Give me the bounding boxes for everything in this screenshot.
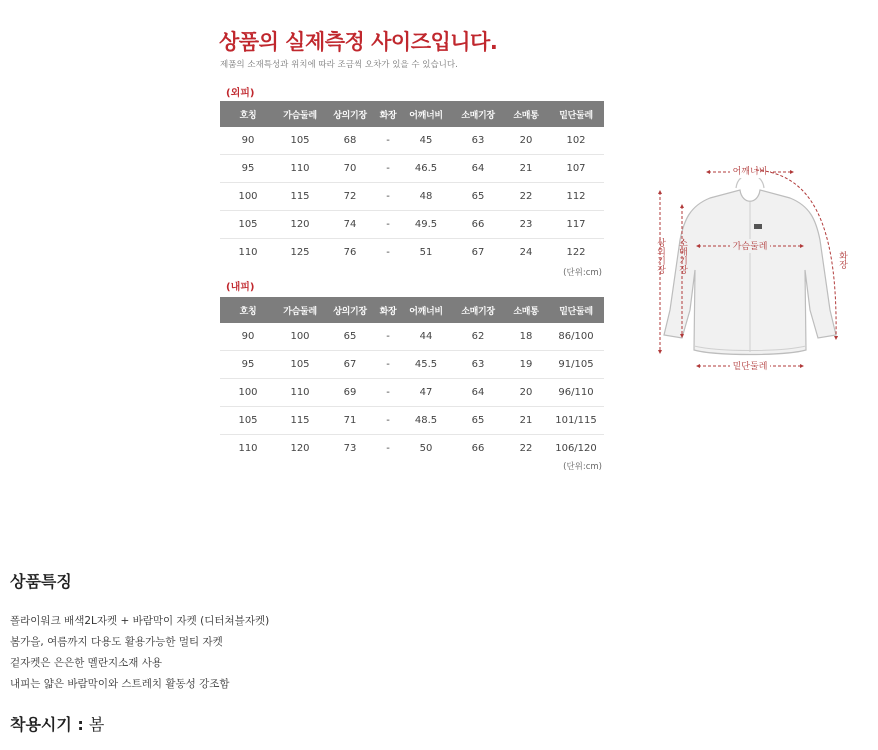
table-cell: 73 — [343, 443, 357, 454]
table-cell: 66 — [471, 443, 485, 454]
table-cell: 49.5 — [400, 211, 452, 239]
table-row — [220, 155, 604, 183]
table-cell: 63 — [452, 351, 504, 379]
table-cell: 21 — [504, 155, 548, 183]
season-value: 봄 — [88, 715, 105, 734]
table-row — [220, 407, 604, 435]
table-cell: 107 — [548, 155, 604, 183]
table-cell: 120 — [290, 443, 310, 454]
table-cell: 90 — [220, 323, 276, 351]
table-row — [220, 183, 604, 211]
table-cell: 105 — [276, 127, 324, 155]
feature-line: 내피는 얇은 바람막이와 스트레치 활동성 강조함 — [10, 678, 230, 690]
table-cell: 105 — [220, 407, 276, 435]
jacket-illustration — [664, 175, 836, 355]
table-cell: - — [376, 127, 400, 155]
table-row — [220, 435, 604, 463]
table-cell: 100 — [220, 183, 276, 211]
feature-line: 폴라이워크 배색2L자켓 + 바람막이 자켓 (디터쳐블자켓) — [10, 615, 270, 627]
table-cell: 95 — [220, 155, 276, 183]
table-cell: 22 — [519, 443, 533, 454]
table-cell: 90 — [220, 127, 276, 155]
table-cell: 91/105 — [548, 351, 604, 379]
features-list — [10, 611, 269, 695]
table-cell: 72 — [324, 183, 376, 211]
table-row — [220, 127, 604, 155]
table-cell: 50 — [419, 443, 433, 454]
season-row — [10, 712, 104, 735]
table-cell: 44 — [400, 323, 452, 351]
table-cell: 65 — [452, 183, 504, 211]
column-header: 소매통 — [504, 101, 548, 127]
table-cell: 96/110 — [548, 379, 604, 407]
table-cell: - — [386, 443, 390, 454]
table-cell: 65 — [452, 407, 504, 435]
length-label: 상의기장 — [655, 238, 665, 274]
table-cell: 105 — [276, 351, 324, 379]
table-cell: 115 — [276, 407, 324, 435]
features-title: 상품특징 — [10, 572, 72, 591]
inner-table-tag: (내피) — [226, 282, 255, 293]
table-cell: 110 — [276, 155, 324, 183]
table-cell: 67 — [324, 351, 376, 379]
table-cell: 51 — [419, 247, 433, 258]
table-cell: 100 — [276, 323, 324, 351]
table-cell: 62 — [452, 323, 504, 351]
table-cell: - — [376, 211, 400, 239]
feature-line: 봄가을, 여름까지 다용도 활용가능한 멀티 자켓 — [10, 636, 223, 648]
table-cell: 19 — [504, 351, 548, 379]
column-header: 가슴둘레 — [276, 297, 324, 323]
table-cell: 101/115 — [548, 407, 604, 435]
table-cell: 23 — [504, 211, 548, 239]
table-cell: - — [386, 247, 390, 258]
table-cell: 48.5 — [400, 407, 452, 435]
table-cell: 64 — [452, 155, 504, 183]
jacket-measurement-diagram — [650, 160, 850, 380]
table-cell: 100 — [220, 379, 276, 407]
table-header-row — [220, 297, 604, 323]
table-cell: 45 — [400, 127, 452, 155]
inner-unit-label: (단위:cm) — [563, 462, 602, 472]
table-cell: - — [376, 379, 400, 407]
table-cell: - — [376, 323, 400, 351]
column-header: 소매기장 — [452, 297, 504, 323]
outer-table-tag: (외피) — [226, 88, 255, 99]
table-cell: 69 — [324, 379, 376, 407]
table-cell: 110 — [276, 379, 324, 407]
table-cell: 106/120 — [555, 443, 597, 454]
table-cell: 110 — [238, 247, 258, 258]
table-cell: 76 — [343, 247, 357, 258]
table-header-row — [220, 101, 604, 127]
table-cell: 21 — [504, 407, 548, 435]
column-header: 밑단둘레 — [548, 101, 604, 127]
column-header: 소매통 — [504, 297, 548, 323]
table-cell: 18 — [504, 323, 548, 351]
sleeve-length-label: 소매기장 — [677, 238, 687, 274]
column-header: 어깨너비 — [400, 101, 452, 127]
table-cell: 66 — [452, 211, 504, 239]
table-cell: 95 — [220, 351, 276, 379]
column-header: 화장 — [376, 297, 400, 323]
table-cell: 20 — [504, 379, 548, 407]
table-cell: 47 — [400, 379, 452, 407]
page-title: 상품의 실제측정 사이즈입니다. — [219, 30, 498, 54]
table-row — [220, 211, 604, 239]
shoulder-width-label: 어깨너비 — [732, 167, 768, 177]
column-header: 호칭 — [220, 101, 276, 127]
table-cell: 122 — [566, 247, 586, 258]
column-header: 소매기장 — [452, 101, 504, 127]
table-cell: - — [376, 407, 400, 435]
table-row — [220, 379, 604, 407]
hem-label: 밑단둘레 — [732, 362, 768, 372]
table-row — [220, 323, 604, 351]
table-cell: 70 — [324, 155, 376, 183]
table-cell: 102 — [548, 127, 604, 155]
table-cell: 24 — [519, 247, 533, 258]
column-header: 상의기장 — [324, 101, 376, 127]
chest-label: 가슴둘레 — [732, 242, 768, 252]
table-cell: 115 — [276, 183, 324, 211]
outer-size-table — [220, 101, 604, 266]
table-cell: 20 — [504, 127, 548, 155]
table-cell: 22 — [504, 183, 548, 211]
table-cell: 46.5 — [400, 155, 452, 183]
sleeve-full-label: 화장 — [837, 251, 847, 269]
column-header: 상의기장 — [324, 297, 376, 323]
table-cell: 48 — [400, 183, 452, 211]
table-cell: 112 — [548, 183, 604, 211]
page-subtitle: 제품의 소재특성과 위치에 따라 조금씩 오차가 있을 수 있습니다. — [220, 60, 458, 70]
column-header: 화장 — [376, 101, 400, 127]
table-cell: 74 — [324, 211, 376, 239]
table-cell: 68 — [324, 127, 376, 155]
column-header: 밑단둘레 — [548, 297, 604, 323]
table-cell: - — [376, 155, 400, 183]
outer-unit-label: (단위:cm) — [563, 268, 602, 278]
inner-size-table — [220, 297, 604, 462]
season-label: 착용시기 : — [10, 715, 84, 734]
table-cell: - — [376, 351, 400, 379]
table-cell: 45.5 — [400, 351, 452, 379]
table-cell: - — [376, 183, 400, 211]
table-cell: 71 — [324, 407, 376, 435]
table-cell: 64 — [452, 379, 504, 407]
table-cell: 65 — [324, 323, 376, 351]
column-header: 호칭 — [220, 297, 276, 323]
table-row — [220, 351, 604, 379]
table-cell: 105 — [220, 211, 276, 239]
column-header: 가슴둘레 — [276, 101, 324, 127]
table-cell: 120 — [276, 211, 324, 239]
table-row — [220, 239, 604, 267]
table-cell: 67 — [471, 247, 485, 258]
table-cell: 110 — [238, 443, 258, 454]
column-header: 어깨너비 — [400, 297, 452, 323]
table-cell: 125 — [290, 247, 310, 258]
table-cell: 63 — [452, 127, 504, 155]
table-cell: 86/100 — [548, 323, 604, 351]
table-cell: 117 — [548, 211, 604, 239]
feature-line: 겉자켓은 은은한 멜란지소재 사용 — [10, 657, 163, 669]
